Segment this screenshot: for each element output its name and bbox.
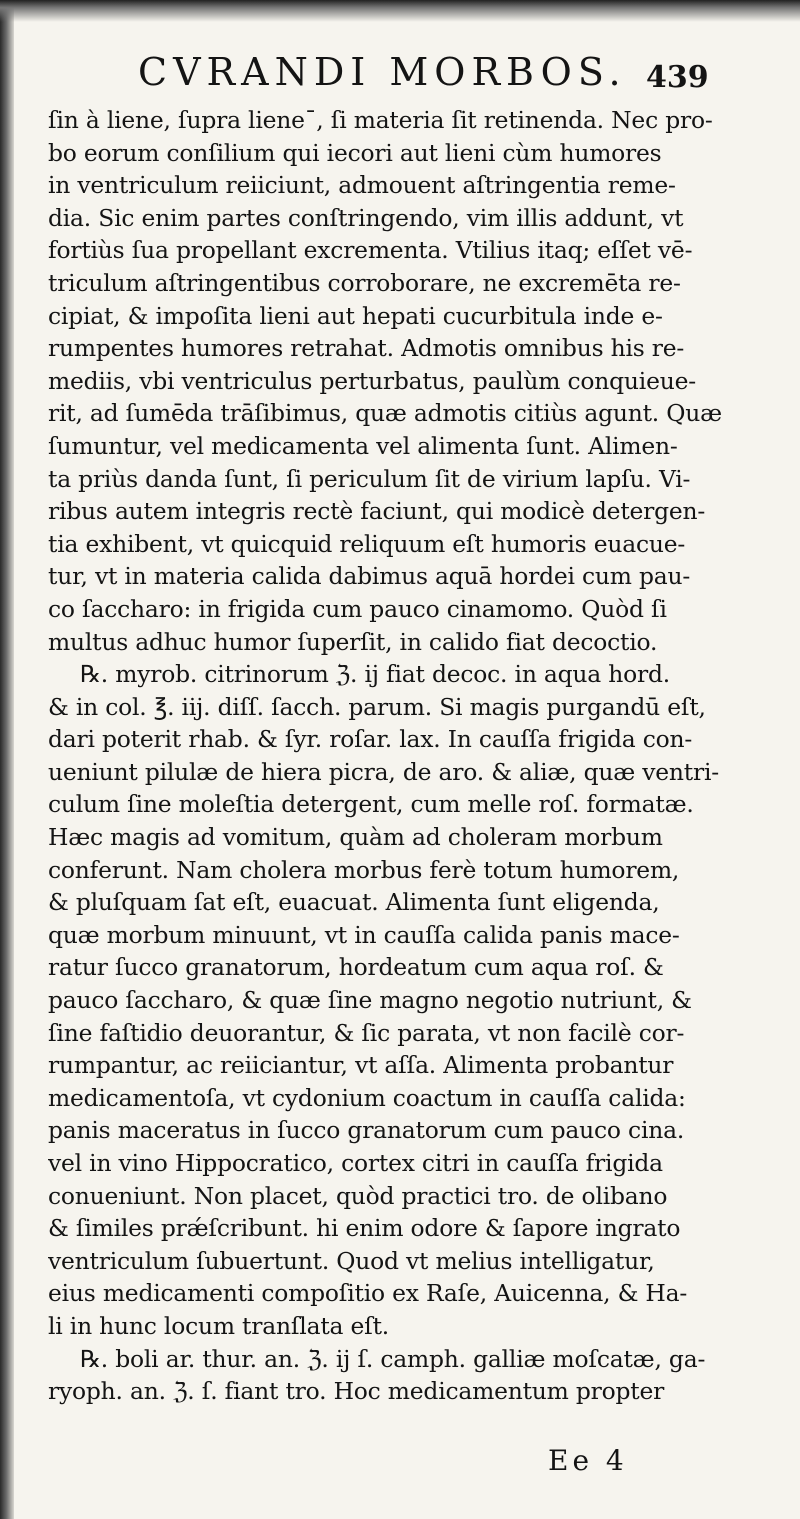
text-line: & in col. ℥. iij. diſſ. ſacch. parum. Si magis purgandū eſt, xyxy=(48,692,706,721)
text-line: dari poterit rhab. & ſyr. roſar. lax. In cauſſa frigida con- xyxy=(48,725,693,754)
text-line: ſin à liene, ſupra lieneˉ, ſi materia ſit retinenda. Nec pro- xyxy=(48,106,713,134)
text-line: tur, vt in materia calida dabimus aquā hordei cum pau- xyxy=(48,562,691,591)
text-line: ſumuntur, vel medicamenta vel alimenta ſunt. Alimen- xyxy=(48,431,678,460)
text-line: pauco ſaccharo, & quæ ſine magno negotio nutriunt, & xyxy=(48,986,692,1015)
text-line: panis maceratus in ſucco granatorum cum pauco cina. xyxy=(48,1116,685,1145)
text-line: mediis, vbi ventriculus perturbatus, paulùm conquieue- xyxy=(48,366,696,395)
text-line: cipiat, & impoſita lieni aut hepati cucurbitula inde e- xyxy=(48,301,663,330)
text-line: bo eorum conſilium qui iecori aut lieni cùm humores xyxy=(48,138,662,167)
text-line: & ſimiles prǽſcribunt. hi enim odore & ſapore ingrato xyxy=(48,1214,681,1243)
text-line: ribus autem integris rectè faciunt, qui modicè detergen- xyxy=(48,497,706,526)
text-line: triculum aſtringentibus corroborare, ne excremēta re- xyxy=(48,268,681,297)
page-footer xyxy=(0,1444,800,1484)
text-line: in ventriculum reiiciunt, admouent aſtringentia reme- xyxy=(48,171,676,200)
signature-mark: Ee 4 xyxy=(548,1444,628,1477)
text-line: ventriculum ſubuertunt. Quod vt melius intelligatur, xyxy=(48,1246,655,1275)
text-line: medicamentoſa, vt cydonium coactum in cauſſa calida: xyxy=(48,1083,686,1112)
page-header xyxy=(0,46,800,106)
text-line: ta priùs danda ſunt, ſi periculum ſit de virium lapſu. Vi- xyxy=(48,464,691,493)
text-line: ueniunt pilulæ de hiera picra, de aro. & aliæ, quæ ventri- xyxy=(48,757,719,786)
page-number: 439 xyxy=(646,60,709,95)
recipe-line: ℞. myrob. citrinorum ℨ. ij fiat decoc. in aqua hord. xyxy=(80,660,671,689)
text-line: dia. Sic enim partes conſtringendo, vim illis addunt, vt xyxy=(48,203,684,232)
text-line: ryoph. an. ℨ. ſ. fiant tro. Hoc medicamentum propter xyxy=(48,1377,665,1406)
text-line: conferunt. Nam cholera morbus ferè totum humorem, xyxy=(48,855,680,884)
text-line: & pluſquam ſat eſt, euacuat. Alimenta ſunt eligenda, xyxy=(48,888,660,917)
text-line: multus adhuc humor ſuperſit, in calido fiat decoctio. xyxy=(48,627,658,656)
recipe-line: ℞. boli ar. thur. an. ℨ. ij ſ. camph. galliæ moſcatæ, ga- xyxy=(80,1344,706,1373)
text-line: ſine faſtidio deuorantur, & ſic parata, vt non facilè cor- xyxy=(48,1018,685,1047)
text-line: li in hunc locum tranſlata eſt. xyxy=(48,1311,390,1340)
text-line: rumpantur, ac reiiciantur, vt aſſa. Alimenta probantur xyxy=(48,1051,674,1080)
page-binding-edge xyxy=(0,0,14,1519)
text-line: eius medicamenti compoſitio ex Raſe, Auicenna, & Ha- xyxy=(48,1279,688,1308)
text-line: rit, ad ſumēda trāſibimus, quæ admotis citiùs agunt. Quæ xyxy=(48,399,722,428)
text-line: Hæc magis ad vomitum, quàm ad choleram morbum xyxy=(48,823,663,852)
page-top-shadow xyxy=(0,0,800,22)
text-line: conueniunt. Non placet, quòd practici tro. de olibano xyxy=(48,1181,668,1210)
text-line: vel in vino Hippocratico, cortex citri in cauſſa frigida xyxy=(48,1149,663,1177)
text-line: culum ſine moleſtia detergent, cum melle roſ. formatæ. xyxy=(48,790,694,819)
text-line: ratur ſucco granatorum, hordeatum cum aqua roſ. & xyxy=(48,953,664,982)
running-title: CVRANDI MORBOS. xyxy=(138,50,627,94)
text-line: rumpentes humores retrahat. Admotis omnibus his re- xyxy=(48,334,685,363)
text-line: quæ morbum minuunt, vt in cauſſa calida panis mace- xyxy=(48,920,680,949)
text-body xyxy=(48,104,748,1408)
text-line: co ſaccharo: in frigida cum pauco cinamomo. Quòd ſi xyxy=(48,594,667,623)
text-line: tia exhibent, vt quicquid reliquum eſt humoris euacue- xyxy=(48,529,686,558)
text-line: fortiùs ſua propellant excrementa. Vtilius itaq; eſſet vē- xyxy=(48,236,693,265)
